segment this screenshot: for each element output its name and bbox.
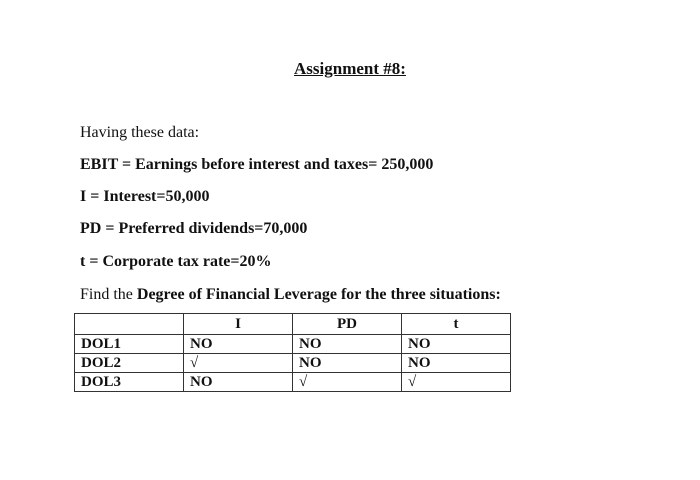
header-cell-pd: PD xyxy=(293,314,402,335)
given-preferred-dividends: PD = Preferred dividends=70,000 xyxy=(80,220,308,237)
given-tax-rate: t = Corporate tax rate=20% xyxy=(80,253,272,270)
cell-pd: √ xyxy=(293,373,402,392)
cell-t: NO xyxy=(402,335,511,354)
row-label: DOL1 xyxy=(75,335,184,354)
row-label: DOL2 xyxy=(75,354,184,373)
table-row xyxy=(75,335,511,354)
intro-text: Having these data: xyxy=(80,124,200,141)
cell-i: NO xyxy=(184,335,293,354)
cell-t: √ xyxy=(402,373,511,392)
cell-i: √ xyxy=(184,354,293,373)
header-cell-i: I xyxy=(184,314,293,335)
given-interest: I = Interest=50,000 xyxy=(80,188,210,205)
header-cell-blank xyxy=(75,314,184,335)
table-row xyxy=(75,373,511,392)
cell-t: NO xyxy=(402,354,511,373)
given-ebit: EBIT = Earnings before interest and taxes= 250,000 xyxy=(80,156,434,173)
row-label: DOL3 xyxy=(75,373,184,392)
header-cell-t: t xyxy=(402,314,511,335)
question-emphasis: Degree of Financial Leverage for the three situations: xyxy=(136,286,501,303)
table-row xyxy=(75,354,511,373)
dol-table xyxy=(74,313,511,392)
cell-i: NO xyxy=(184,373,293,392)
cell-pd: NO xyxy=(293,335,402,354)
cell-pd: NO xyxy=(293,354,402,373)
assignment-title: Assignment #8: xyxy=(294,59,406,78)
question-text xyxy=(80,286,501,304)
table-header-row xyxy=(75,314,511,335)
question-prefix: Find the xyxy=(80,286,137,303)
